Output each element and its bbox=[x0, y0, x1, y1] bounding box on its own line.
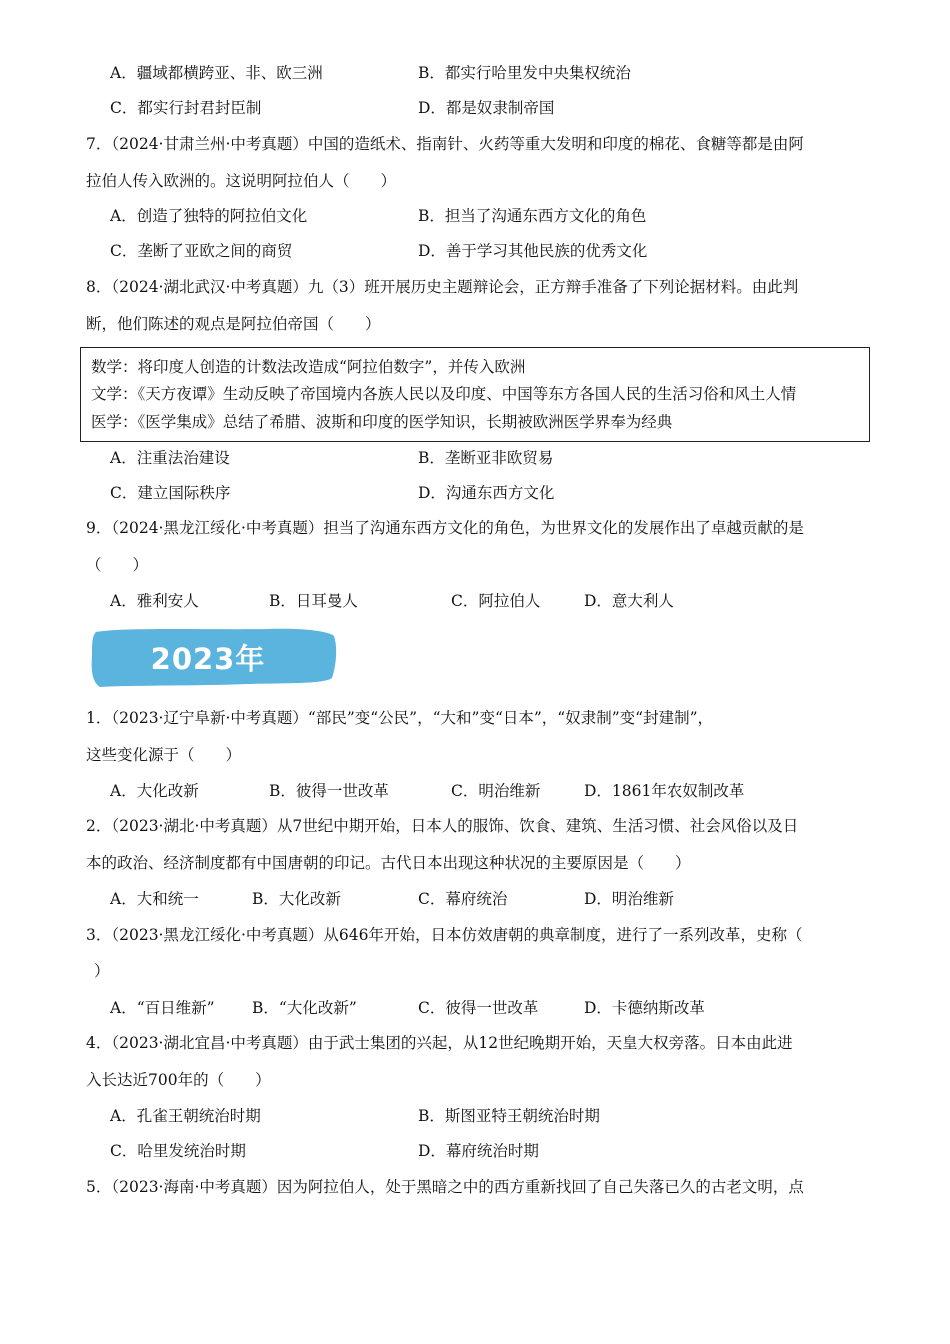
y5-stem-line1: 5．（2023·海南·中考真题）因为阿拉伯人，处于黑暗之中的西方重新找回了自己失落已久的古老文明，点 bbox=[86, 1178, 804, 1196]
y4-stem-line2: 入长达近700年的（ ） bbox=[86, 1071, 271, 1089]
q8-option-a: A．注重法治建设 bbox=[110, 449, 230, 467]
q7-stem-line2: 拉伯人传入欧洲的。这说明阿拉伯人（ ） bbox=[86, 172, 397, 190]
q9-option-d: D．意大利人 bbox=[584, 592, 674, 610]
q8-material-math: 数学：将印度人创造的计数法改造成“阿拉伯数字”，并传入欧洲 bbox=[91, 358, 526, 376]
q9-stem-line1: 9．（2024·黑龙江绥化·中考真题）担当了沟通东西方文化的角色，为世界文化的发展作出了卓越贡献的是 bbox=[86, 519, 804, 537]
q7-option-b: B．担当了沟通东西方文化的角色 bbox=[418, 207, 647, 225]
y2-stem-line1: 2．（2023·湖北·中考真题）从7世纪中期开始，日本人的服饰、饮食、建筑、生活习惯、社会风俗以及日 bbox=[86, 817, 799, 835]
year-banner-2023 bbox=[88, 626, 338, 688]
y2-option-a: A．大和统一 bbox=[110, 890, 199, 908]
q7-option-d: D．善于学习其他民族的优秀文化 bbox=[418, 242, 648, 260]
y3-option-c: C．彼得一世改革 bbox=[418, 999, 539, 1017]
y1-option-a: A．大化改新 bbox=[110, 782, 199, 800]
q9-stem-line2: （ ） bbox=[86, 556, 149, 574]
q6-option-b: B．都实行哈里发中央集权统治 bbox=[418, 64, 631, 82]
q7-option-c: C．垄断了亚欧之间的商贸 bbox=[110, 242, 293, 260]
y3-option-b: B．“大化改新” bbox=[252, 999, 357, 1017]
q8-material-medicine: 医学：《医学集成》总结了希腊、波斯和印度的医学知识，长期被欧洲医学界奉为经典 bbox=[91, 413, 673, 431]
q8-option-c: C．建立国际秩序 bbox=[110, 484, 231, 502]
y4-option-b: B．斯图亚特王朝统治时期 bbox=[418, 1107, 600, 1125]
q8-stem-line1: 8．（2024·湖北武汉·中考真题）九（3）班开展历史主题辩论会，正方辩手准备了下列论据材料。由此判 bbox=[86, 278, 799, 296]
q9-option-c: C．阿拉伯人 bbox=[451, 592, 541, 610]
q6-option-d: D．都是奴隶制帝国 bbox=[418, 99, 555, 117]
y3-stem-line1: 3．（2023·黑龙江绥化·中考真题）从646年开始，日本仿效唐朝的典章制度，进行了一系列改革，史称（ bbox=[86, 926, 803, 944]
banner-year-text: 2023年 bbox=[150, 641, 266, 676]
q9-option-a: A．雅利安人 bbox=[110, 592, 199, 610]
y2-option-c: C．幕府统治 bbox=[418, 890, 508, 908]
y1-option-c: C．明治维新 bbox=[451, 782, 541, 800]
y4-option-a: A．孔雀王朝统治时期 bbox=[110, 1107, 261, 1125]
y2-option-d: D．明治维新 bbox=[584, 890, 674, 908]
q8-material-box bbox=[80, 347, 870, 442]
y1-stem-line1: 1．（2023·辽宁阜新·中考真题）“部民”变“公民”，“大和”变“日本”，“奴隶制”变“封建制”， bbox=[86, 709, 714, 727]
y3-option-a: A．“百日维新” bbox=[110, 999, 215, 1017]
y1-stem-line2: 这些变化源于（ ） bbox=[86, 746, 242, 764]
y2-option-b: B．大化改新 bbox=[252, 890, 341, 908]
q7-stem-line1: 7．（2024·甘肃兰州·中考真题）中国的造纸术、指南针、火药等重大发明和印度的棉花、食糖等都是由阿 bbox=[86, 135, 804, 153]
y4-stem-line1: 4．（2023·湖北宜昌·中考真题）由于武士集团的兴起，从12世纪晚期开始，天皇大权旁落。日本由此进 bbox=[86, 1034, 793, 1052]
y3-option-d: D．卡德纳斯改革 bbox=[584, 999, 705, 1017]
q6-option-c: C．都实行封君封臣制 bbox=[110, 99, 262, 117]
q6-option-a: A．疆域都横跨亚、非、欧三洲 bbox=[110, 64, 323, 82]
y2-stem-line2: 本的政治、经济制度都有中国唐朝的印记。古代日本出现这种状况的主要原因是（ ） bbox=[86, 854, 691, 872]
q8-option-d: D．沟通东西方文化 bbox=[418, 484, 555, 502]
y4-option-d: D．幕府统治时期 bbox=[418, 1142, 539, 1160]
y3-stem-line2: ） bbox=[94, 962, 110, 980]
q7-option-a: A．创造了独特的阿拉伯文化 bbox=[110, 207, 308, 225]
y1-option-b: B．彼得一世改革 bbox=[269, 782, 389, 800]
y1-option-d: D．1861年农奴制改革 bbox=[584, 782, 745, 800]
q8-stem-line2: 断，他们陈述的观点是阿拉伯帝国（ ） bbox=[86, 315, 381, 333]
q9-option-b: B．日耳曼人 bbox=[269, 592, 358, 610]
y4-option-c: C．哈里发统治时期 bbox=[110, 1142, 246, 1160]
q8-option-b: B．垄断亚非欧贸易 bbox=[418, 449, 554, 467]
q8-material-literature: 文学：《天方夜谭》生动反映了帝国境内各族人民以及印度、中国等东方各国人民的生活习俗和风土人情 bbox=[91, 385, 797, 403]
